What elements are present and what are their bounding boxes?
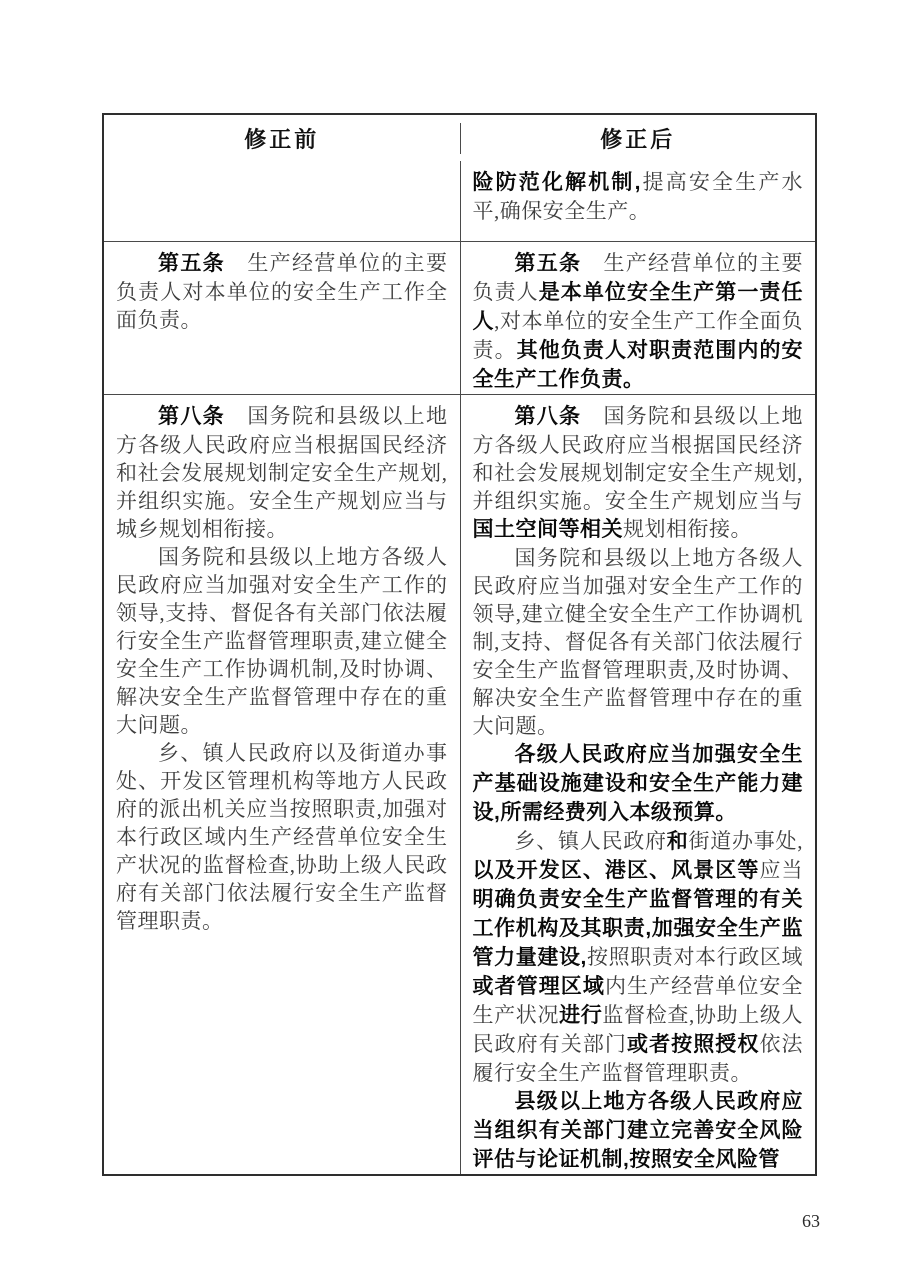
amended-text-run: 是本单位安全生产第一责任人 (472, 281, 804, 333)
amendment-comparison-table (102, 113, 817, 1176)
amended-text-run: 明确负责安全生产监督管理的有关工作机构及其职责,加强安全生产监管力量建设, (472, 888, 803, 969)
amended-text-run: 各级人民政府应当加强安全生产基础设施建设和安全生产能力建设,所需经费列入本级预算。 (472, 743, 803, 824)
row-article-5-before-cell (104, 242, 460, 394)
amended-text-run: 其他负责人对职责范围内的安全生产工作负责。 (472, 339, 804, 391)
paragraph (473, 740, 804, 827)
amended-text-run: 第五条 (514, 252, 582, 275)
row-article-5 (104, 241, 815, 394)
text-run: 内生产经营单位安全生产状况 (472, 974, 804, 1027)
text-run: 街道办事处, (688, 829, 803, 853)
amended-text-run: 国土空间等相关 (472, 518, 623, 541)
paragraph (116, 249, 448, 334)
amended-text-run: 或者按照授权 (627, 1033, 760, 1056)
text-run: 按照职责对本行政区域 (586, 945, 803, 969)
row-article-8-before-cell (104, 395, 460, 1174)
text-run: 应当 (759, 858, 804, 882)
amended-text-run: 险防范化解机制, (472, 171, 641, 194)
amended-text-run: 或者管理区域 (472, 975, 605, 998)
text-run: 规划相衔接。 (623, 517, 752, 541)
table-header-row (104, 115, 815, 161)
paragraph (116, 739, 448, 935)
paragraph (473, 402, 804, 544)
text-run: 依法履行安全生产监督管理职责。 (472, 1032, 804, 1085)
table-body (104, 161, 815, 1174)
page-number: 63 (802, 1211, 820, 1231)
paragraph (473, 168, 804, 225)
amended-text-run: 第八条 (514, 405, 582, 428)
row-continued-text (104, 161, 815, 241)
row-continued-text-before-cell (104, 161, 460, 241)
text-run: 监督检查,协助上级人民政府有关部门 (472, 1003, 804, 1056)
amended-text-run: 第五条 (158, 252, 225, 275)
text-run: 生产经营单位的主要负责人对本单位的安全生产工作全面负责。 (116, 251, 448, 332)
column-header-before: 修正前 (244, 126, 320, 152)
text-run: 提高安全生产水平,确保安全生产。 (472, 170, 803, 223)
amended-text-run: 第八条 (158, 405, 225, 428)
row-article-8 (104, 394, 815, 1174)
text-run: ,对本单位的安全生产工作全面负责。 (472, 309, 804, 362)
column-header-after: 修正后 (460, 123, 816, 154)
paragraph (116, 402, 448, 543)
amended-text-run: 和 (666, 830, 689, 853)
amended-text-run: 县级以上地方各级人民政府应当组织有关部门建立完善安全风险评估与论证机制,按照安全风险管 (472, 1090, 803, 1171)
text-run: 乡、镇人民政府以及街道办事处、开发区管理机构等地方人民政府的派出机关应当按照职责,加强对本行政区域内生产经营单位安全生产状况的监督检查,协助上级人民政府有关部门依法履行安全生产监督管理职责。 (116, 741, 448, 933)
amended-text-run: 以及开发区、港区、风景区等 (472, 859, 760, 882)
text-run: 生产经营单位的主要负责人 (472, 251, 803, 304)
amended-text-run: 进行 (559, 1004, 603, 1027)
text-run: 国务院和县级以上地方各级人民政府应当加强对安全生产工作的领导,建立健全安全生产工作协调机制,支持、督促各有关部门依法履行安全生产监督管理职责,及时协调、解决安全生产监督管理中存在的重大问题。 (472, 546, 803, 738)
row-article-5-after-cell (460, 242, 816, 394)
paragraph (473, 544, 804, 740)
text-run: 国务院和县级以上地方各级人民政府应当根据国民经济和社会发展规划制定安全生产规划,并组织实施。安全生产规划应当与 (472, 404, 803, 513)
text-run: 国务院和县级以上地方各级人民政府应当加强对安全生产工作的领导,支持、督促各有关部门依法履行安全生产监督管理职责,建立健全安全生产工作协调机制,及时协调、解决安全生产监督管理中存在的重大问题。 (116, 545, 448, 737)
text-run: 乡、镇人民政府 (514, 829, 667, 853)
paragraph (116, 543, 448, 739)
paragraph (473, 827, 804, 1087)
row-continued-text-after-cell (460, 161, 816, 241)
paragraph (473, 249, 804, 394)
row-article-8-after-cell (460, 395, 816, 1174)
text-run: 国务院和县级以上地方各级人民政府应当根据国民经济和社会发展规划制定安全生产规划,并组织实施。安全生产规划应当与城乡规划相衔接。 (116, 404, 448, 541)
paragraph (473, 1087, 804, 1174)
